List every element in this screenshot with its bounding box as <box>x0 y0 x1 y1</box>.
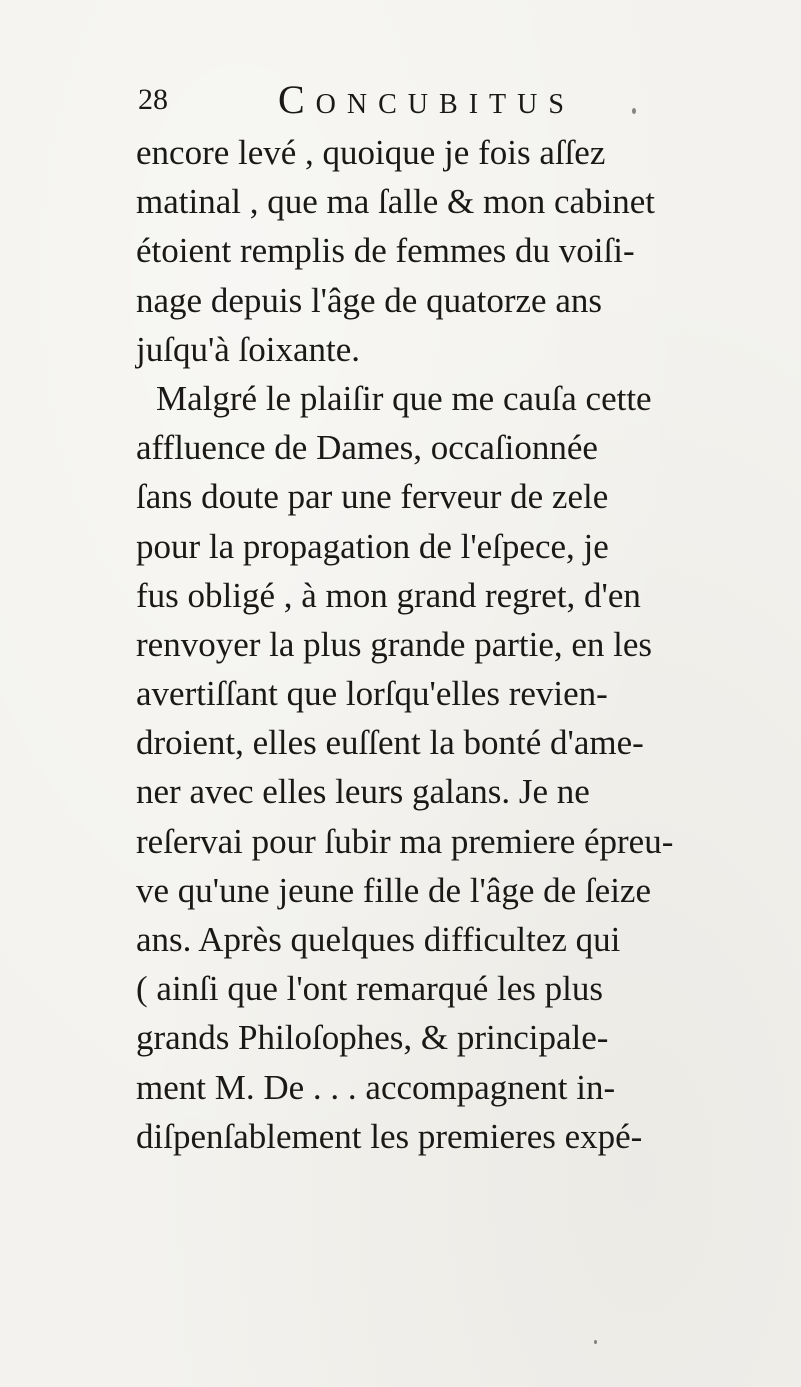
text-line: ans. Après quelques difficultez qui <box>136 920 621 959</box>
text-line: matinal , que ma ſalle & mon cabinet <box>136 182 656 222</box>
page-number: 28 <box>138 83 168 116</box>
running-head: Concubitus <box>278 77 575 122</box>
paper-speck <box>632 108 636 114</box>
text-line: reſervai pour ſubir ma premiere épreu- <box>136 821 674 861</box>
text-line: fus obligé , à mon grand regret, d'en <box>136 575 641 615</box>
text-line: affluence de Dames, occaſionnée <box>136 428 598 468</box>
text-line: ner avec elles leurs galans. Je ne <box>136 772 590 812</box>
text-line: juſqu'à ſoixante. <box>136 329 361 369</box>
body-text <box>136 128 736 1161</box>
page-header <box>138 76 658 124</box>
text-line: diſpenſablement les premieres expé- <box>136 1116 643 1156</box>
text-line: nage depuis l'âge de quatorze ans <box>136 280 602 320</box>
text-line: encore levé , quoique je fois aſſez <box>136 133 606 172</box>
text-line: ( ainſi que l'ont remarqué les plus <box>136 969 604 1009</box>
paper-speck <box>594 1340 597 1344</box>
text-line: ve qu'une jeune fille de l'âge de ſeize <box>136 870 652 910</box>
text-line: droient, elles euſſent la bonté d'ame- <box>136 723 644 763</box>
paragraph-start-line: Malgré le plaiſir que me cauſa cette <box>156 378 652 418</box>
text-line: avertiſſant que lorſqu'elles revien- <box>136 674 608 714</box>
text-line: renvoyer la plus grande partie, en les <box>136 624 653 664</box>
text-line: ſans doute par une ferveur de zele <box>136 477 609 517</box>
text-line: ment M. De . . . accompagnent in- <box>136 1067 616 1107</box>
text-line: pour la propagation de l'eſpece, je <box>136 526 609 566</box>
paper-speck <box>260 700 262 702</box>
text-line: étoient remplis de femmes du voiſi- <box>136 231 635 271</box>
text-line: grands Philoſophes, & principale- <box>136 1018 609 1058</box>
